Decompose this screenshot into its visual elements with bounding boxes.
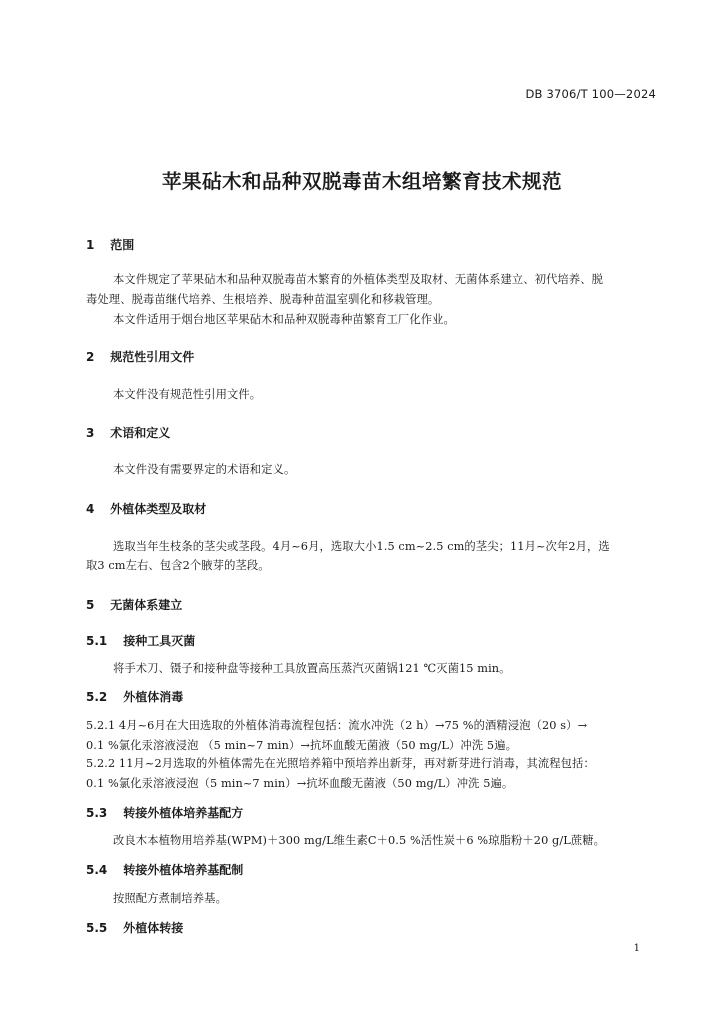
document-title: 苹果砧木和品种双脱毒苗木组培繁育技术规范	[161, 170, 562, 193]
paragraph-line: 本文件没有规范性引用文件。	[113, 388, 262, 401]
subsection-number: 5.5	[86, 921, 108, 935]
section-title: 无菌体系建立	[110, 598, 183, 612]
subsection-title: 转接外植体培养基配方	[123, 806, 244, 820]
paragraph-line: 选取当年生枝条的茎尖或茎段。4月~6月，选取大小1.5 cm~2.5 cm的茎尖；11月~次年2月，选	[113, 540, 610, 553]
paragraph-line: 将手术刀、镊子和接种盘等接种工具放置高压蒸汽灭菌锅121 ℃灭菌15 min。	[113, 662, 511, 675]
paragraph-line: 本文件适用于烟台地区苹果砧木和品种双脱毒种苗繁育工厂化作业。	[113, 313, 455, 326]
section-heading-5	[86, 596, 182, 613]
paragraph-line: 5.2.2 11月~2月选取的外植体需先在光照培养箱中预培养出新芽，再对新芽进行消毒，其流程包括：	[86, 757, 595, 770]
section-number: 2	[86, 350, 95, 364]
paragraph-line: 本文件规定了苹果砧木和品种双脱毒苗木繁育的外植体类型及取材、无菌体系建立、初代培养、脱	[113, 273, 604, 286]
paragraph-line: 5.2.1 4月~6月在大田选取的外植体消毒流程包括：流水冲洗（2 h）→75 %的酒精浸泡（20 s）→	[86, 719, 588, 732]
section-title: 外植体类型及取材	[110, 502, 207, 516]
subsection-number: 5.4	[86, 863, 108, 877]
subsection-title: 转接外植体培养基配制	[123, 863, 244, 877]
subsection-title: 外植体转接	[123, 921, 184, 935]
subsection-title: 接种工具灭菌	[123, 634, 196, 648]
section-heading-1	[86, 236, 134, 253]
section-number: 3	[86, 426, 95, 440]
section-title: 规范性引用文件	[110, 350, 195, 364]
document-code: DB 3706/T 100—2024	[525, 87, 656, 101]
subsection-number: 5.1	[86, 634, 108, 648]
subsection-heading-5-2	[86, 688, 183, 705]
paragraph-line: 本文件没有需要界定的术语和定义。	[113, 463, 296, 476]
section-number: 4	[86, 502, 95, 516]
page-number: 1	[633, 943, 640, 954]
section-heading-4	[86, 500, 206, 517]
paragraph-line: 毒处理、脱毒苗继代培养、生根培养、脱毒种苗温室驯化和移栽管理。	[86, 293, 440, 306]
paragraph-line: 取3 cm左右、包含2个腋芽的茎段。	[86, 559, 270, 572]
paragraph-line: 按照配方煮制培养基。	[113, 892, 227, 905]
subsection-number: 5.2	[86, 690, 108, 704]
paragraph-line: 改良木本植物用培养基(WPM)＋300 mg/L维生素C＋0.5 %活性炭＋6 %琼脂粉＋20 g/L蔗糖。	[113, 834, 606, 847]
subsection-number: 5.3	[86, 806, 108, 820]
section-number: 5	[86, 598, 95, 612]
subsection-title: 外植体消毒	[123, 690, 184, 704]
section-number: 1	[86, 238, 95, 252]
subsection-heading-5-4	[86, 861, 243, 878]
subsection-heading-5-1	[86, 632, 195, 649]
subsection-heading-5-3	[86, 804, 243, 821]
section-title: 术语和定义	[110, 426, 171, 440]
section-heading-2	[86, 348, 194, 365]
section-heading-3	[86, 424, 170, 441]
paragraph-line: 0.1 %氯化汞溶液浸泡 （5 min~7 min）→抗坏血酸无菌液（50 mg/L）冲洗 5遍。	[86, 739, 518, 752]
subsection-heading-5-5	[86, 919, 183, 936]
paragraph-line: 0.1 %氯化汞溶液浸泡（5 min~7 min）→抗坏血酸无菌液（50 mg/L）冲洗 5遍。	[86, 777, 514, 790]
section-title: 范围	[110, 238, 135, 252]
